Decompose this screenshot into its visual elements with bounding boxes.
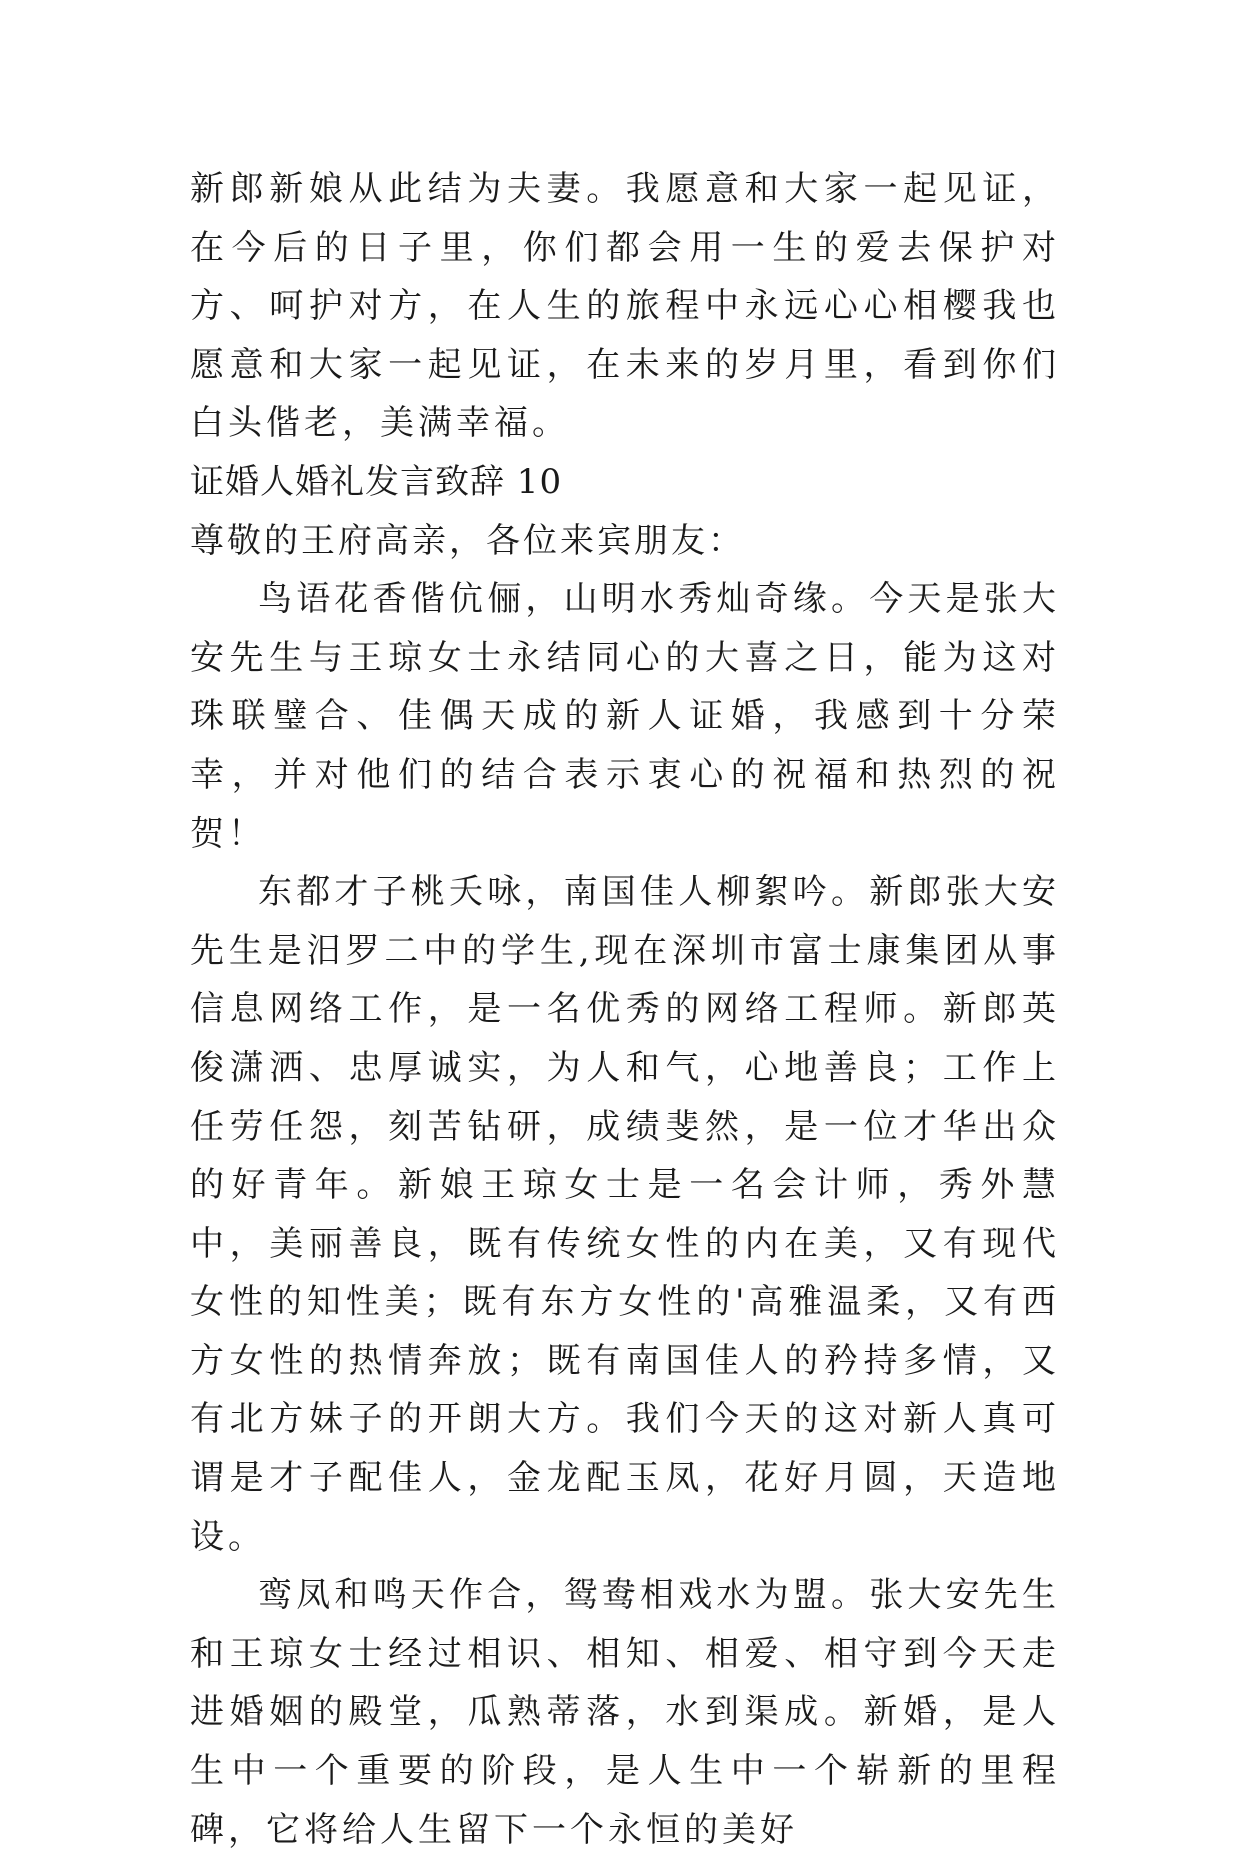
body-paragraph-3: 鸾凤和鸣天作合，鸳鸯相戏水为盟。张大安先生和王琼女士经过相识、相知、相爱、相守到今天走进婚姻的殿堂，瓜熟蒂落，水到渠成。新婚，是人生中一个重要的阶段，是人生中一个崭新的里程碑，它将给人生留下一个永恒的美好: [190, 1575, 1060, 1850]
salutation: 尊敬的王府高亲，各位来宾朋友：: [190, 520, 745, 561]
body-paragraph-1: 鸟语花香偕伉俪，山明水秀灿奇缘。今天是张大安先生与王琼女士永结同心的大喜之日，能为这对珠联璧合、佳偶天成的新人证婚，我感到十分荣幸，并对他们的结合表示衷心的祝福和热烈的祝贺！: [190, 579, 1060, 854]
section-heading: 证婚人婚礼发言致辞 10: [190, 461, 563, 502]
document-body: [190, 160, 1060, 1859]
opening-paragraph: 新郎新娘从此结为夫妻。我愿意和大家一起见证，在今后的日子里，你们都会用一生的爱去保护对方、呵护对方，在人生的旅程中永远心心相樱我也愿意和大家一起见证，在未来的岁月里，看到你们白头偕老，美满幸福。: [190, 169, 1060, 444]
body-paragraph-2: 东都才子桃夭咏，南国佳人柳絮吟。新郎张大安先生是汨罗二中的学生,现在深圳市富士康集团从事信息网络工作，是一名优秀的网络工程师。新郎英俊潇洒、忠厚诚实，为人和气，心地善良；工作上任劳任怨，刻苦钻研，成绩斐然，是一位才华出众的好青年。新娘王琼女士是一名会计师，秀外慧中，美丽善良，既有传统女性的内在美，又有现代女性的知性美；既有东方女性的'高雅温柔，又有西方女性的热情奔放；既有南国佳人的矜持多情，又有北方妹子的开朗大方。我们今天的这对新人真可谓是才子配佳人，金龙配玉凤，花好月圆，天造地设。: [190, 872, 1060, 1557]
